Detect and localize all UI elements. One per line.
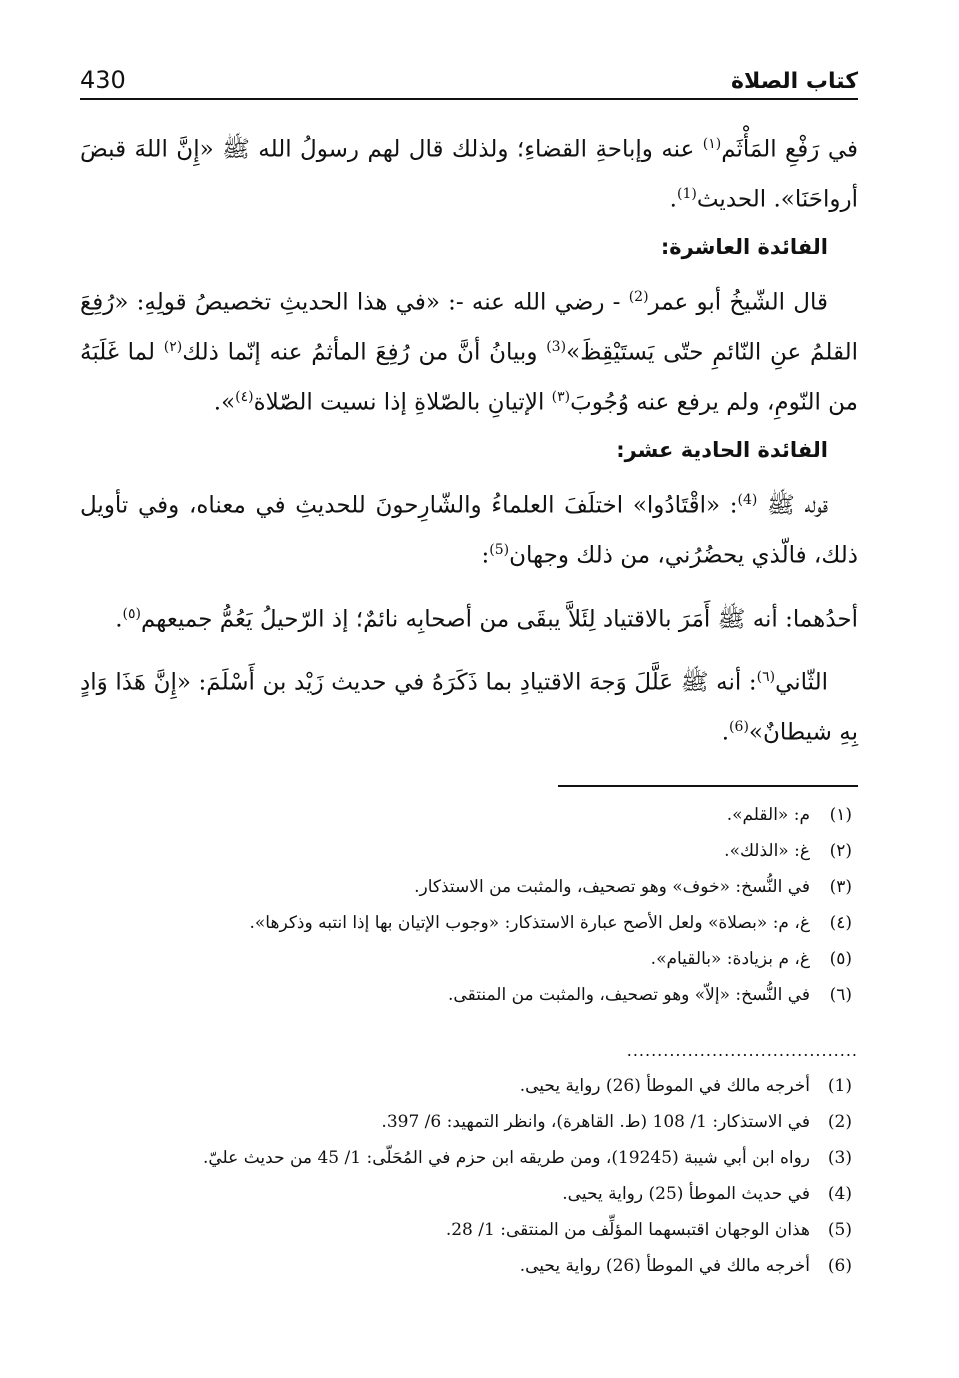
text-span: : — [481, 542, 490, 569]
footnote-number: (٥) — [829, 948, 852, 969]
dotted-separator: ...................................... — [626, 1040, 858, 1060]
footnote-text: غ: «الذلك». — [724, 840, 810, 861]
footnote-number: (5) — [827, 1219, 852, 1240]
footnote-item — [80, 1104, 852, 1140]
text-span: . — [721, 719, 730, 746]
footnote-number: (١) — [829, 804, 852, 825]
source-footnotes — [80, 1068, 858, 1284]
section-heading-tenth: الفائدة العاشرة: — [660, 235, 828, 260]
footnote-number: (٢) — [829, 840, 852, 861]
footnote-number: (٣) — [829, 876, 852, 897]
book-page — [80, 62, 858, 1284]
paragraph-4 — [80, 592, 858, 642]
text-span: . — [669, 186, 677, 213]
footnote-text: هذان الوجهان اقتبسهما المؤلِّف من المنتقى: 1/ 28. — [445, 1219, 810, 1240]
footnote-ref: (٣) — [551, 388, 571, 405]
footnote-ref: (٥) — [122, 605, 141, 622]
text-span: أحدُهما: أنه ﷺ أَمَرَ بالاقتياد لِئَلاَّ يبقَى من أصحابِه نائمٌ؛ إذ الرّحيلُ يَعُمُّ جميعهم — [140, 606, 858, 633]
footnote-item — [80, 977, 852, 1013]
footnote-item — [80, 1212, 852, 1248]
footnote-text: في الاستذكار: 1/ 108 (ط. القاهرة)، وانظر التمهيد: 6/ 397. — [381, 1111, 810, 1132]
text-span: - رضي الله عنه -: «في هذا الحديثِ تخصيصُ قولِهِ: «رُفِعَ القلمُ عنِ النّائمِ حتّى يَستَيْقِظَ» — [80, 289, 858, 366]
footnote-number: (6) — [827, 1255, 852, 1276]
footnote-number: (3) — [827, 1147, 852, 1168]
footnote-ref: (6) — [729, 718, 749, 735]
text-span: : «اقْتَادُوا» اختلَفَ العلماءُ والشّارِحونَ للحديثِ في معناه، وفي تأويل ذلك، فالّذي يحضُرُني، من ذلك وجهان — [80, 492, 858, 569]
book-title: كتاب الصلاة — [731, 69, 858, 94]
variant-footnotes — [80, 797, 858, 1013]
footnote-item — [80, 905, 852, 941]
footnote-number: (٤) — [829, 912, 852, 933]
footnote-item — [80, 1248, 852, 1284]
text-span: عنه وإباحةِ القضاءِ؛ ولذلك قال لهم رسولُ الله ﷺ «إِنَّ اللهَ قبضَ أرواحَنَا». الحديث — [80, 136, 858, 213]
footnote-ref: (1) — [676, 185, 697, 202]
section-heading-eleventh: الفائدة الحادية عشر: — [616, 438, 828, 463]
footnote-ref: (2) — [628, 289, 649, 306]
footnote-ref: (4) — [737, 492, 758, 509]
footnote-item — [80, 1176, 852, 1212]
footnote-number: (1) — [827, 1075, 852, 1096]
text-span: الإتيانِ بالصّلاةِ إذا نسيت الصّلاة — [253, 389, 552, 416]
footnote-ref: (5) — [489, 541, 510, 558]
footnote-text: م: «القلم». — [726, 804, 810, 825]
footnote-item — [80, 833, 852, 869]
footnote-text: في حديث الموطأ (25) رواية يحيى. — [562, 1183, 810, 1204]
footnote-text: في النُّسخ: «خوف» وهو تصحيف، والمثبت من الاستذكار. — [414, 876, 810, 897]
main-text — [80, 122, 858, 755]
paragraph-3 — [80, 478, 858, 577]
footnote-ref: (١) — [702, 136, 722, 152]
footnote-number: (٦) — [829, 984, 852, 1005]
footnote-ref: (٢) — [163, 338, 183, 355]
text-span: في رَفْعِ المَأْثَم — [721, 136, 858, 163]
text-span: قوله ﷺ — [757, 492, 828, 519]
text-span: وبيانُ أنَّ من رُفِعَ المأثمُ عنه إنّما ذلك — [182, 339, 547, 366]
footnote-text: أخرجه مالك في الموطأ (26) رواية يحيى. — [519, 1075, 810, 1096]
page-number: 430 — [80, 66, 126, 94]
paragraph-5 — [80, 655, 858, 754]
paragraph-2 — [80, 275, 858, 424]
footnote-ref: (٤) — [235, 388, 254, 405]
footnote-item — [80, 1140, 852, 1176]
footnote-text: رواه ابن أبي شيبة (19245)، ومن طريقه ابن حزم في المُحَلّى: 1/ 45 من حديث عليّ. — [202, 1147, 810, 1168]
footnote-text: في النُّسخ: «إلاّ» وهو تصحيف، والمثبت من المنتقى. — [448, 984, 810, 1005]
footnote-ref: (3) — [546, 338, 567, 355]
text-span: . — [115, 606, 123, 633]
page-header — [80, 62, 858, 100]
footnote-number: (2) — [827, 1111, 852, 1132]
footnote-number: (4) — [827, 1183, 852, 1204]
text-span: الثّاني — [775, 669, 828, 696]
footnote-item — [80, 869, 852, 905]
footnote-item — [80, 941, 852, 977]
text-span: قال الشّيخُ أبو عمر — [648, 289, 829, 316]
text-span: ». — [213, 389, 236, 416]
footnote-ref: (٦) — [756, 669, 776, 686]
footnote-item — [80, 797, 852, 833]
footnote-text: غ، م بزيادة: «بالقيام». — [650, 948, 810, 969]
footnote-text: غ، م: «بصلاة» ولعل الأصح عبارة الاستذكار: «وجوب الإتيان بها إذا انتبه وذكرها». — [249, 912, 810, 933]
text-span: لما غَلَبَهُ من النّومِ، ولم يرفع عنه وُجُوبَ — [80, 339, 858, 416]
paragraph-1 — [80, 122, 858, 221]
footnote-divider — [558, 785, 858, 787]
text-span: : أنه ﷺ عَلَّلَ وَجهَ الاقتيادِ بما ذَكَرَهُ في حديث زَيْد بن أَسْلَمَ: «إِنَّ هَذَا وَادٍ بِهِ شيطانٌ» — [80, 669, 858, 746]
footnote-item — [80, 1068, 852, 1104]
footnote-text: أخرجه مالك في الموطأ (26) رواية يحيى. — [519, 1255, 810, 1276]
